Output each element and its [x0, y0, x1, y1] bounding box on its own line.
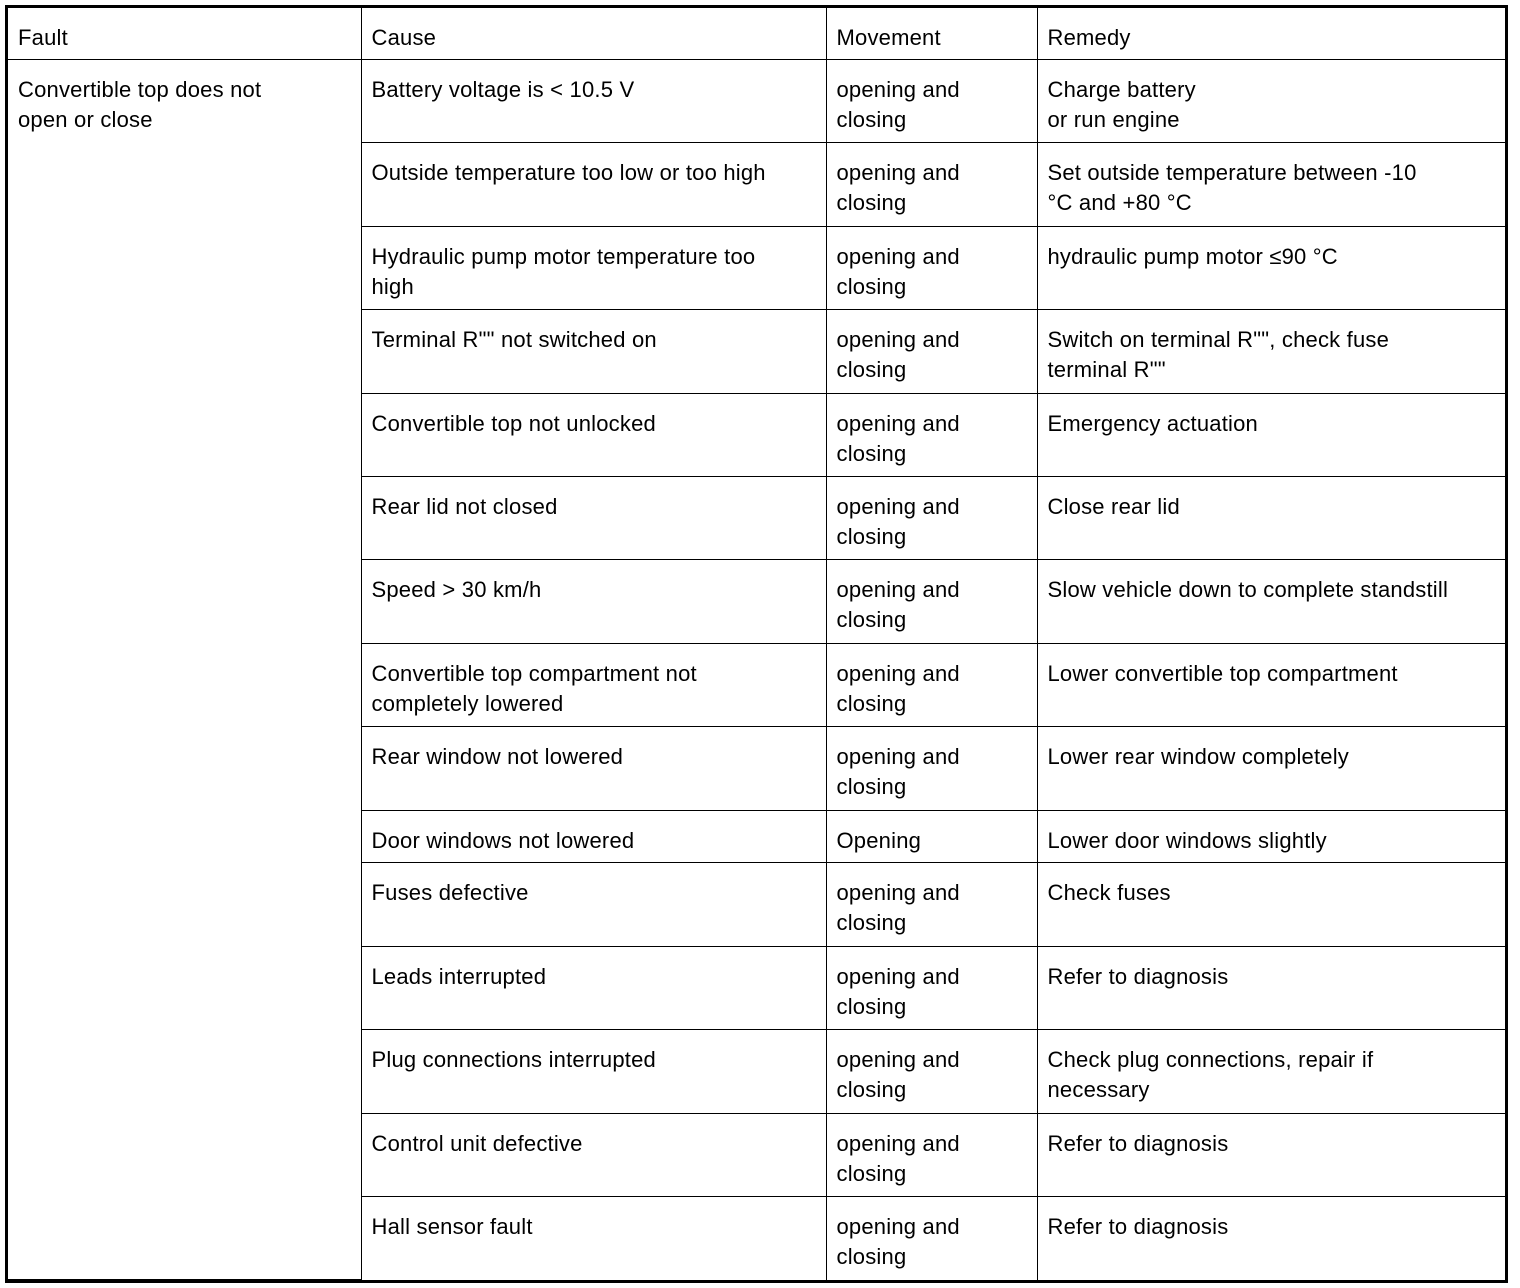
remedy-cell — [1037, 1196, 1505, 1279]
remedy-text: Switch on terminal R"", check fuse terminal R"" — [1047, 327, 1390, 383]
remedy-cell — [1037, 393, 1505, 476]
movement-cell — [826, 1030, 1037, 1113]
cause-text: Hall sensor fault — [371, 1213, 533, 1239]
fault-text: Convertible top does not open or close — [18, 77, 262, 132]
remedy-cell — [1037, 226, 1505, 309]
remedy-text: Lower rear window completely — [1047, 744, 1350, 770]
header-movement: Movement — [826, 8, 1037, 60]
movement-cell — [826, 1113, 1037, 1196]
fault-cell — [8, 60, 361, 1280]
remedy-cell — [1037, 560, 1505, 643]
movement-text: opening and closing — [836, 744, 960, 800]
movement-cell — [826, 810, 1037, 863]
movement-text: opening and closing — [836, 493, 960, 549]
remedy-cell — [1037, 143, 1505, 226]
cause-text: Rear window not lowered — [371, 744, 624, 770]
fault-table-frame — [5, 5, 1508, 1283]
movement-text: opening and closing — [836, 963, 960, 1019]
cause-cell — [361, 643, 826, 726]
movement-text: Opening — [836, 827, 922, 853]
cause-text: Leads interrupted — [371, 963, 547, 989]
cause-cell — [361, 810, 826, 863]
cause-cell — [361, 946, 826, 1029]
movement-cell — [826, 560, 1037, 643]
cause-text: Convertible top not unlocked — [371, 410, 656, 436]
movement-text: opening and closing — [836, 410, 960, 466]
header-remedy: Remedy — [1037, 8, 1505, 60]
movement-text: opening and closing — [836, 1047, 960, 1103]
remedy-text: Check fuses — [1047, 880, 1171, 906]
cause-cell — [361, 310, 826, 393]
table-body — [8, 60, 1505, 1280]
cause-cell — [361, 560, 826, 643]
remedy-cell — [1037, 863, 1505, 946]
movement-text: opening and closing — [836, 160, 960, 216]
movement-cell — [826, 226, 1037, 309]
remedy-text: Refer to diagnosis — [1047, 1130, 1229, 1156]
cause-text: Fuses defective — [371, 880, 529, 906]
remedy-cell — [1037, 310, 1505, 393]
cause-text: Battery voltage is < 10.5 V — [371, 77, 635, 102]
cause-cell — [361, 226, 826, 309]
cause-text: Plug connections interrupted — [371, 1047, 656, 1073]
movement-text: opening and closing — [836, 660, 960, 716]
remedy-cell — [1037, 810, 1505, 863]
movement-cell — [826, 727, 1037, 810]
movement-cell — [826, 393, 1037, 476]
remedy-cell — [1037, 727, 1505, 810]
movement-cell — [826, 946, 1037, 1029]
remedy-cell — [1037, 1030, 1505, 1113]
cause-cell — [361, 1196, 826, 1279]
movement-text: opening and closing — [836, 1130, 960, 1186]
remedy-cell — [1037, 1113, 1505, 1196]
cause-cell — [361, 863, 826, 946]
movement-cell — [826, 643, 1037, 726]
movement-cell — [826, 1196, 1037, 1279]
cause-cell — [361, 1030, 826, 1113]
remedy-text: Charge battery or run engine — [1047, 77, 1196, 132]
table-row — [8, 60, 1505, 143]
remedy-text: hydraulic pump motor ≤90 °C — [1047, 243, 1338, 269]
cause-cell — [361, 393, 826, 476]
movement-cell — [826, 476, 1037, 559]
cause-text: Hydraulic pump motor temperature too high — [371, 243, 756, 299]
cause-cell — [361, 476, 826, 559]
remedy-text: Refer to diagnosis — [1047, 963, 1229, 989]
header-cause: Cause — [361, 8, 826, 60]
remedy-text: Lower door windows slightly — [1047, 827, 1327, 853]
remedy-text: Set outside temperature between -10 °C and +80 °C — [1047, 160, 1417, 216]
movement-text: opening and closing — [836, 77, 960, 132]
movement-text: opening and closing — [836, 1213, 960, 1269]
movement-text: opening and closing — [836, 327, 960, 383]
movement-cell — [826, 143, 1037, 226]
remedy-text: Lower convertible top compartment — [1047, 660, 1398, 686]
movement-text: opening and closing — [836, 880, 960, 936]
remedy-cell — [1037, 946, 1505, 1029]
cause-cell — [361, 727, 826, 810]
cause-text: Door windows not lowered — [371, 827, 635, 853]
cause-text: Speed > 30 km/h — [371, 577, 542, 603]
cause-text: Outside temperature too low or too high — [371, 160, 766, 186]
remedy-text: Slow vehicle down to complete standstill — [1047, 577, 1449, 603]
movement-cell — [826, 310, 1037, 393]
cause-text: Rear lid not closed — [371, 493, 558, 519]
remedy-text: Check plug connections, repair if necessary — [1047, 1047, 1374, 1103]
cause-text: Control unit defective — [371, 1130, 583, 1156]
remedy-cell — [1037, 476, 1505, 559]
remedy-cell — [1037, 643, 1505, 726]
cause-cell — [361, 1113, 826, 1196]
movement-cell — [826, 60, 1037, 143]
cause-cell — [361, 143, 826, 226]
cause-text: Convertible top compartment not completely lowered — [371, 660, 697, 716]
remedy-cell — [1037, 60, 1505, 143]
remedy-text: Close rear lid — [1047, 493, 1180, 519]
header-row — [8, 8, 1505, 60]
movement-text: opening and closing — [836, 243, 960, 299]
remedy-text: Emergency actuation — [1047, 410, 1258, 436]
fault-table — [8, 8, 1505, 1280]
cause-cell — [361, 60, 826, 143]
movement-cell — [826, 863, 1037, 946]
cause-text: Terminal R"" not switched on — [371, 327, 657, 353]
remedy-text: Refer to diagnosis — [1047, 1213, 1229, 1239]
header-fault: Fault — [8, 8, 361, 60]
movement-text: opening and closing — [836, 577, 960, 633]
